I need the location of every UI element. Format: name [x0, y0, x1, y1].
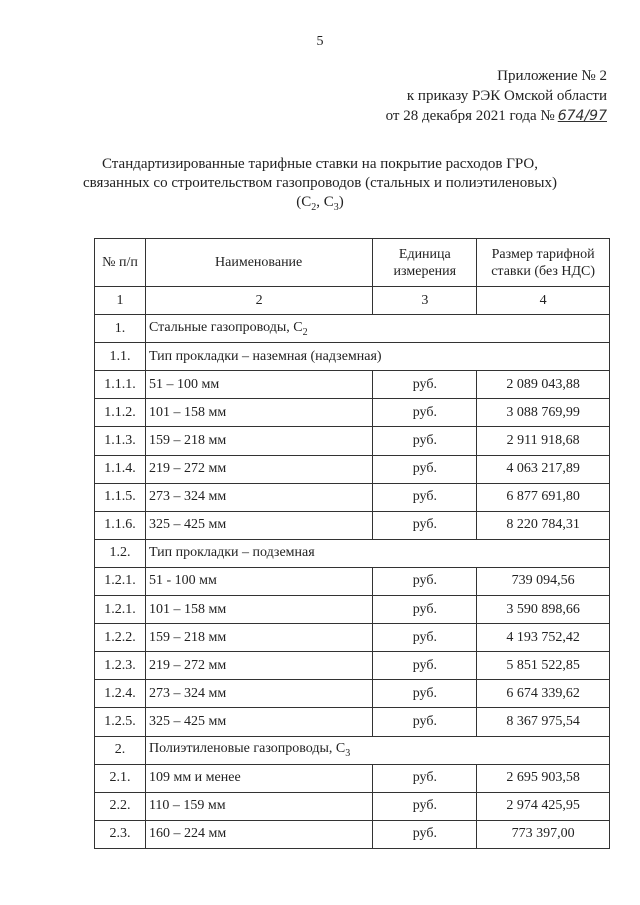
row-number: 1.2. [95, 539, 146, 567]
row-value: 4 193 752,42 [477, 624, 610, 652]
col-number-2: 2 [145, 287, 372, 315]
row-number: 1.1.4. [95, 455, 146, 483]
appendix-line-2: к приказу РЭК Омской области [406, 88, 607, 104]
section-name: Полиэтиленовые газопроводы, $С_3$ [145, 736, 609, 764]
row-value: 2 695 903,58 [477, 764, 610, 792]
table-row [95, 820, 610, 848]
col-number-3: 3 [373, 287, 477, 315]
row-number: 2.2. [95, 792, 146, 820]
row-name: 51 - 100 мм [145, 567, 372, 595]
row-name: 101 – 158 мм [145, 399, 372, 427]
header-size: Размер тарифной ставки (без НДС) [477, 239, 610, 287]
row-value: 6 877 691,80 [477, 483, 610, 511]
section-name: Стальные газопроводы, $С_2$ [145, 315, 609, 343]
header-no: № п/п [95, 239, 146, 287]
row-value: 2 911 918,68 [477, 427, 610, 455]
row-number: 1.1.1. [95, 371, 146, 399]
row-number: 2. [95, 736, 146, 764]
row-unit: руб. [373, 652, 477, 680]
row-name: 51 – 100 мм [145, 371, 372, 399]
row-unit: руб. [373, 511, 477, 539]
row-unit: руб. [373, 624, 477, 652]
row-number: 2.3. [95, 820, 146, 848]
row-value: 6 674 339,62 [477, 680, 610, 708]
row-name: 159 – 218 мм [145, 427, 372, 455]
column-number-row [95, 287, 610, 315]
row-unit: руб. [373, 427, 477, 455]
row-number: 1.2.1. [95, 567, 146, 595]
row-number: 1.1.6. [95, 511, 146, 539]
row-unit: руб. [373, 371, 477, 399]
row-unit: руб. [373, 764, 477, 792]
row-value: 4 063 217,89 [477, 455, 610, 483]
row-number: 1.1.3. [95, 427, 146, 455]
table-section-row [95, 315, 610, 343]
row-number: 1.2.5. [95, 708, 146, 736]
row-number: 1.1.5. [95, 483, 146, 511]
table-row [95, 399, 610, 427]
row-value: 3 590 898,66 [477, 596, 610, 624]
row-value: 8 220 784,31 [477, 511, 610, 539]
page-number: 5 [316, 34, 324, 49]
row-value: 5 851 522,85 [477, 652, 610, 680]
document-title [80, 155, 560, 217]
row-number: 1.2.1. [95, 596, 146, 624]
row-value: 2 089 043,88 [477, 371, 610, 399]
row-unit: руб. [373, 708, 477, 736]
row-name: 273 – 324 мм [145, 680, 372, 708]
row-value: 3 088 769,99 [477, 399, 610, 427]
row-name: 219 – 272 мм [145, 652, 372, 680]
col-number-4: 4 [477, 287, 610, 315]
row-number: 1.2.4. [95, 680, 146, 708]
row-name: 110 – 159 мм [145, 792, 372, 820]
row-number: 2.1. [95, 764, 146, 792]
appendix-line-1: Приложение № 2 [497, 68, 607, 84]
col-number-1: 1 [95, 287, 146, 315]
row-unit: руб. [373, 596, 477, 624]
table-row [95, 483, 610, 511]
table-row [95, 371, 610, 399]
title-line-3: ($С_2$, $С_3$) [296, 194, 344, 213]
row-unit: руб. [373, 820, 477, 848]
row-number: 1.2.3. [95, 652, 146, 680]
row-unit: руб. [373, 567, 477, 595]
tariff-table [94, 238, 610, 849]
appendix-header [386, 66, 607, 126]
row-name: 159 – 218 мм [145, 624, 372, 652]
row-name: 109 мм и менее [145, 764, 372, 792]
table-row [95, 708, 610, 736]
table-row [95, 680, 610, 708]
order-number-handwritten: 674/97 [557, 108, 607, 124]
row-value: 8 367 975,54 [477, 708, 610, 736]
table-row [95, 792, 610, 820]
row-name: 219 – 272 мм [145, 455, 372, 483]
appendix-line-3 [386, 106, 607, 126]
row-unit: руб. [373, 483, 477, 511]
table-row [95, 596, 610, 624]
row-name: 273 – 324 мм [145, 483, 372, 511]
section-name: Тип прокладки – подземная [145, 539, 609, 567]
table-section-row [95, 343, 610, 371]
row-name: 325 – 425 мм [145, 511, 372, 539]
title-line-1: Стандартизированные тарифные ставки на покрытие расходов ГРО, [102, 156, 538, 172]
table-section-row [95, 539, 610, 567]
row-name: 160 – 224 мм [145, 820, 372, 848]
row-name: 325 – 425 мм [145, 708, 372, 736]
row-number: 1. [95, 315, 146, 343]
header-unit: Единица измерения [373, 239, 477, 287]
table-row [95, 511, 610, 539]
row-value: 739 094,56 [477, 567, 610, 595]
row-unit: руб. [373, 792, 477, 820]
row-name: 101 – 158 мм [145, 596, 372, 624]
table-row [95, 427, 610, 455]
table-row [95, 624, 610, 652]
row-number: 1.2.2. [95, 624, 146, 652]
row-value: 2 974 425,95 [477, 792, 610, 820]
table-header-row [95, 239, 610, 287]
section-name: Тип прокладки – наземная (надземная) [145, 343, 609, 371]
row-value: 773 397,00 [477, 820, 610, 848]
table-row [95, 455, 610, 483]
appendix-date: от 28 декабря 2021 года № [385, 108, 555, 124]
table-section-row [95, 736, 610, 764]
row-unit: руб. [373, 680, 477, 708]
row-number: 1.1.2. [95, 399, 146, 427]
row-unit: руб. [373, 455, 477, 483]
header-name: Наименование [145, 239, 372, 287]
table-row [95, 764, 610, 792]
row-number: 1.1. [95, 343, 146, 371]
title-line-2: связанных со строительством газопроводов (стальных и полиэтиленовых) [83, 175, 557, 191]
table-row [95, 567, 610, 595]
table-row [95, 652, 610, 680]
row-unit: руб. [373, 399, 477, 427]
